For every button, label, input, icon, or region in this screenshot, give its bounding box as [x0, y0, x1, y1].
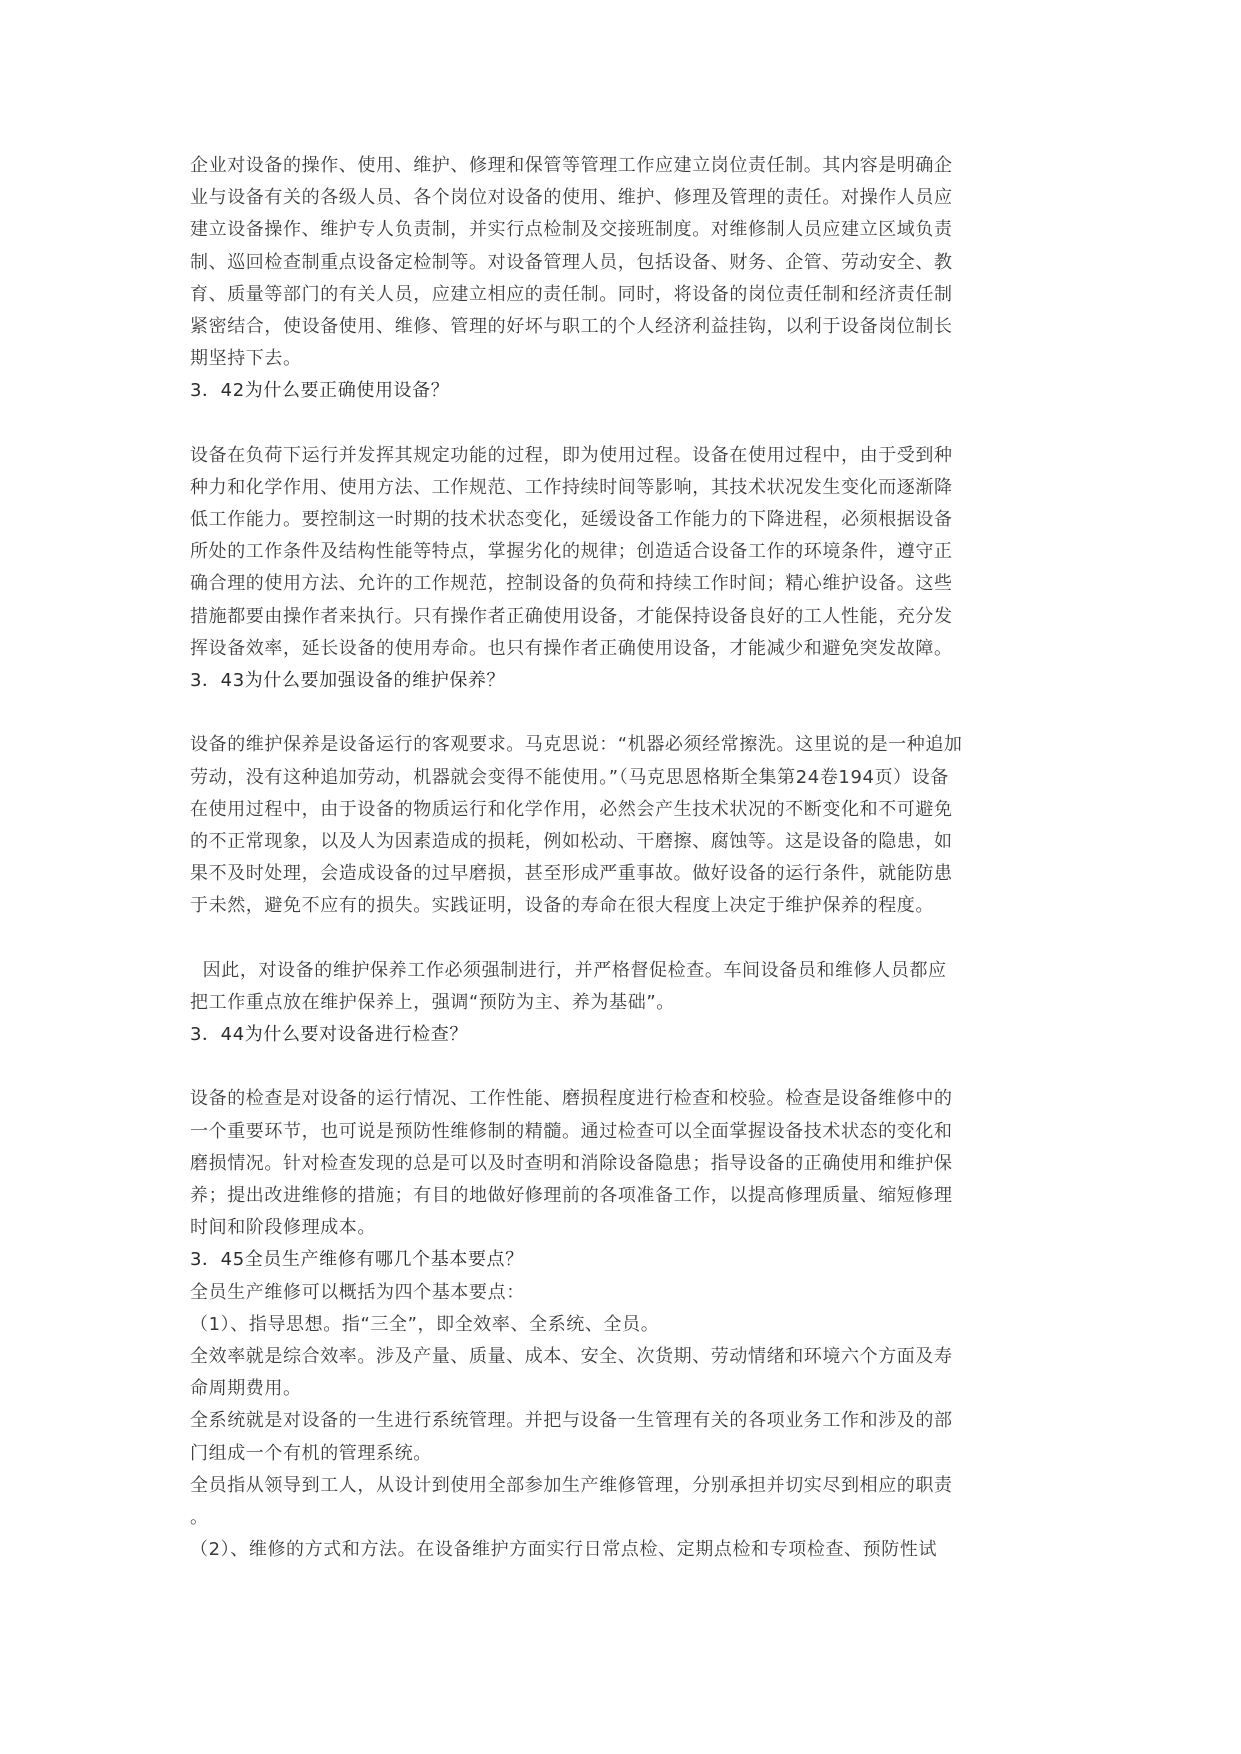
text-line: 把工作重点放在维护保养上，强调“预防为主、养为基础”。	[190, 991, 675, 1013]
text-line: 期坚持下去。	[190, 348, 302, 370]
text-line: 制、巡回检查制重点设备定检制等。对设备管理人员，包括设备、财务、企管、劳动安全、教	[190, 251, 953, 273]
q42-paragraph	[190, 440, 1055, 665]
text-line: 养；提出改进维修的措施；有目的地做好修理前的各项准备工作，以提高修理质量、缩短修理	[190, 1185, 953, 1206]
text-line: 设备在负荷下运行并发挥其规定功能的过程，即为使用过程。设备在使用过程中，由于受到种	[190, 444, 953, 466]
blank-line	[190, 923, 1055, 955]
text-line: 门组成一个有机的管理系统。	[190, 1442, 432, 1464]
text-line: 命周期费用。	[190, 1378, 302, 1400]
q45-paragraph	[190, 1277, 1055, 1567]
text-line: 所处的工作条件及结构性能等特点，掌握劣化的规律；创造适合设备工作的环境条件，遵守正	[190, 541, 953, 563]
text-line: （2）、维修的方式和方法。在设备维护方面实行日常点检、定期点检和专项检查、预防性试	[190, 1539, 938, 1561]
blank-line	[190, 1051, 1055, 1083]
text-line: 磨损情况。针对检查发现的总是可以及时查明和消除设备隐患；指导设备的正确使用和维护保	[190, 1152, 953, 1174]
text-line: 措施都要由操作者来执行。只有操作者正确使用设备，才能保持设备良好的工人性能，充分发	[190, 605, 953, 627]
text-line: 。	[190, 1506, 209, 1528]
text-line: 一个重要环节，也可说是预防性维修制的精髓。通过检查可以全面掌握设备技术状态的变化和	[190, 1120, 953, 1142]
q43-paragraph-2	[190, 955, 1055, 1019]
text-line: 果不及时处理，会造成设备的过早磨损，甚至形成严重事故。做好设备的运行条件，就能防患	[190, 863, 953, 885]
text-line: 时间和阶段修理成本。	[190, 1217, 376, 1239]
text-line: 全员指从领导到工人，从设计到使用全部参加生产维修管理，分别承担并切实尽到相应的职责	[190, 1474, 953, 1496]
text-line: 全员生产维修可以概括为四个基本要点：	[190, 1281, 525, 1303]
document-body	[190, 150, 1055, 1566]
text-line: 的不正常现象，以及人为因素造成的损耗，例如松动、干磨擦、腐蚀等。这是设备的隐患，如	[190, 830, 953, 852]
text-line: 育、质量等部门的有关人员，应建立相应的责任制。同时，将设备的岗位责任制和经济责任制	[190, 283, 953, 305]
text-line: 全系统就是对设备的一生进行系统管理。并把与设备一生管理有关的各项业务工作和涉及的部	[190, 1410, 953, 1432]
section-heading-q45: 3．45全员生产维修有哪几个基本要点？	[190, 1249, 524, 1271]
text-line: 设备的检查是对设备的运行情况、工作性能、磨损程度进行检查和校验。检查是设备维修中的	[190, 1088, 953, 1110]
section-heading-q44: 3．44为什么要对设备进行检查？	[190, 1024, 468, 1046]
q43-paragraph	[190, 729, 1055, 922]
text-line: 于未然，避免不应有的损失。实践证明，设备的寿命在很大程度上决定于维护保养的程度。	[190, 895, 934, 917]
text-line: 设备的维护保养是设备运行的客观要求。马克思说：“机器必须经常擦洗。这里说的是一种追加	[190, 734, 963, 756]
text-line: 紧密结合，使设备使用、维修、管理的好坏与职工的个人经济利益挂钩，以利于设备岗位制长	[190, 315, 953, 337]
text-line: 企业对设备的操作、使用、维护、修理和保管等管理工作应建立岗位责任制。其内容是明确企	[190, 155, 953, 176]
q44-paragraph	[190, 1083, 1055, 1244]
section-heading-q42: 3．42为什么要正确使用设备？	[190, 380, 450, 402]
blank-line	[190, 697, 1055, 729]
text-line: 因此，对设备的维护保养工作必须强制进行，并严格督促检查。车间设备员和维修人员都应	[190, 959, 947, 981]
text-line: 确合理的使用方法、允许的工作规范，控制设备的负荷和持续工作时间；精心维护设备。这些	[190, 573, 953, 595]
text-line: 种力和化学作用、使用方法、工作规范、工作持续时间等影响，其技术状况发生变化而逐渐降	[190, 476, 953, 498]
text-line: 业与设备有关的各级人员、各个岗位对设备的使用、维护、修理及管理的责任。对操作人员应	[190, 187, 953, 209]
text-line: 低工作能力。要控制这一时期的技术状态变化，延缓设备工作能力的下降进程，必须根据设备	[190, 509, 953, 531]
section-heading-q43: 3．43为什么要加强设备的维护保养？	[190, 670, 506, 691]
text-line: 全效率就是综合效率。涉及产量、质量、成本、安全、次货期、劳动情绪和环境六个方面及寿	[190, 1345, 953, 1367]
text-line: 挥设备效率，延长设备的使用寿命。也只有操作者正确使用设备，才能减少和避免突发故障。	[190, 637, 953, 659]
text-line: 在使用过程中，由于设备的物质运行和化学作用，必然会产生技术状况的不断变化和不可避免	[190, 798, 953, 820]
blank-line	[190, 408, 1055, 440]
intro-paragraph	[190, 150, 1055, 375]
text-line: （1）、指导思想。指“三全”，即全效率、全系统、全员。	[190, 1313, 660, 1335]
text-line: 劳动，没有这种追加劳动，机器就会变得不能使用。”（马克思恩格斯全集第24卷194页）设备	[190, 766, 949, 788]
text-line: 建立设备操作、维护专人负责制，并实行点检制及交接班制度。对维修制人员应建立区域负责	[190, 219, 953, 241]
